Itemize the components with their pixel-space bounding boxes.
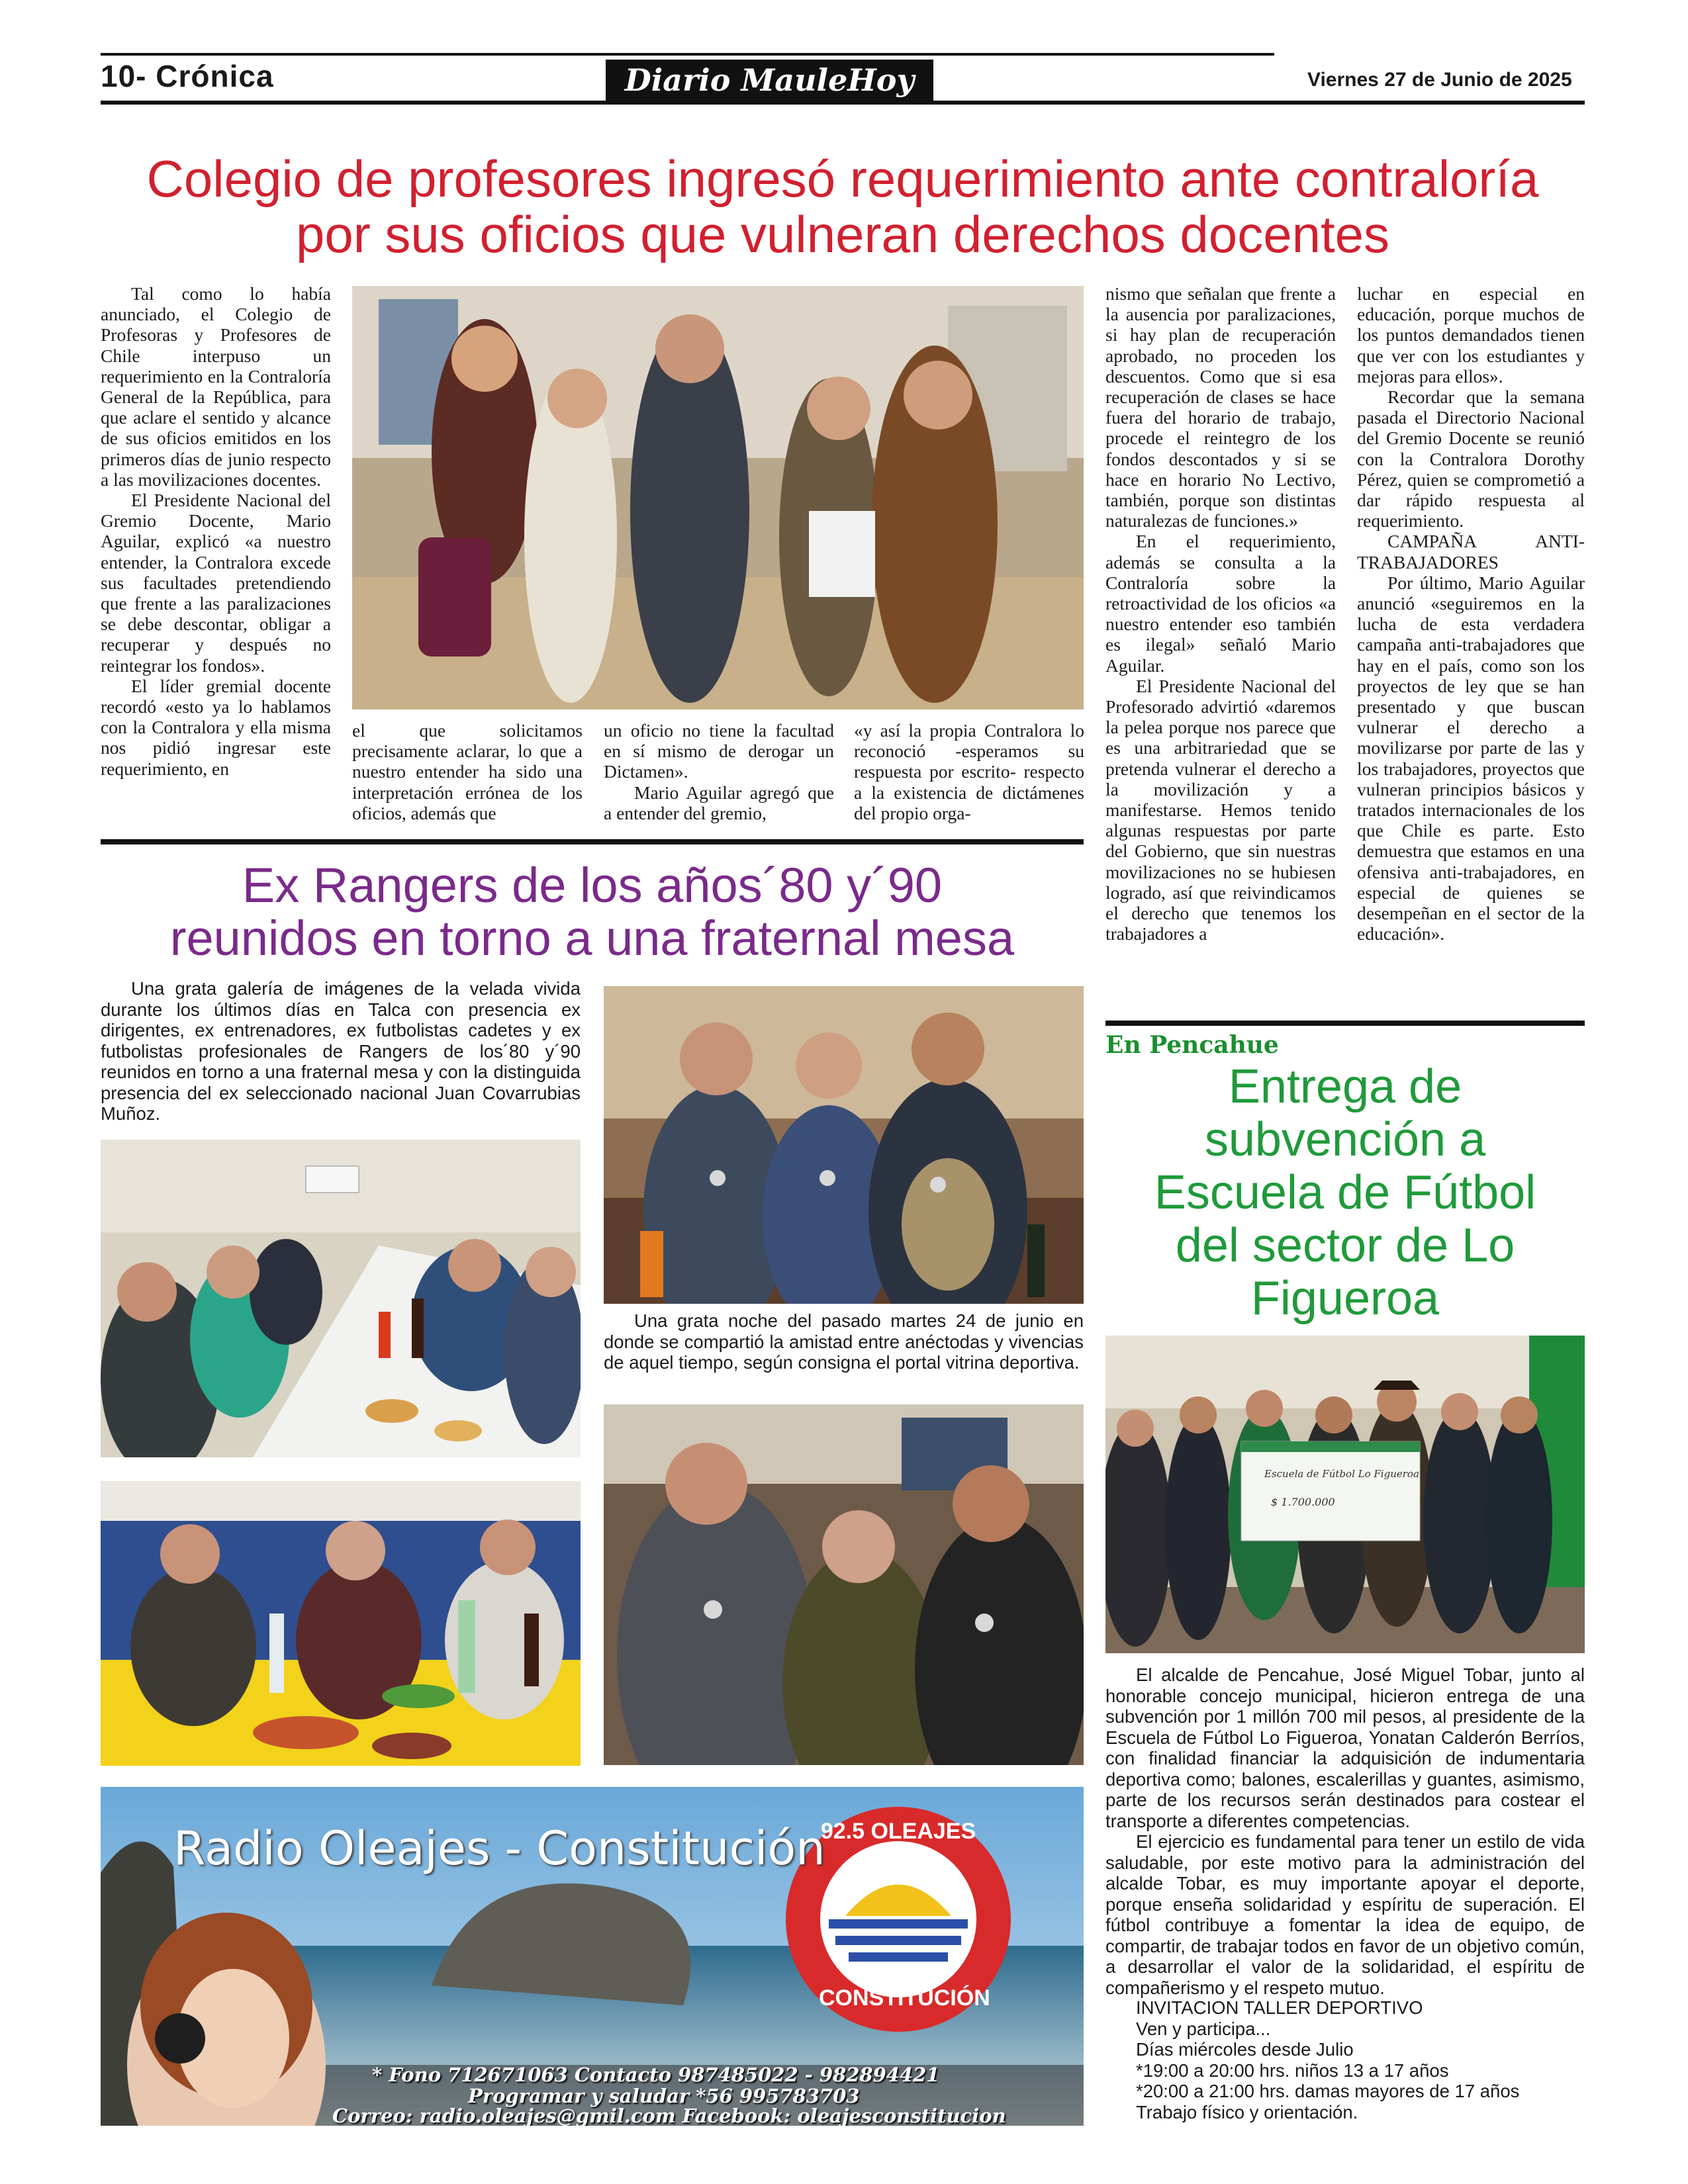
section-label: 10- Crónica	[101, 59, 274, 93]
yellow-table-photo	[101, 1481, 581, 1766]
rangers-medals-photo	[604, 986, 1084, 1304]
paragraph: El alcalde de Pencahue, José Miguel Tobar, junto al honorable concejo municipal, hicieron entrega de una subvención por 1 millón 700 mil pesos, al presidente de la Escuela de Fútbol Lo Figueroa, Yonatan Calderón Berríos, con finalidad financiar la adquisición de indumentaria deportiva como; balones, escalerillas y guantes, asimismo, parte de los recursos serán destinados para costear el transporte a diferentes competencias.	[1105, 1664, 1585, 1831]
article3-headline-line: Figueroa	[1250, 1272, 1440, 1325]
check-amount: $ 1.700.000	[1271, 1496, 1335, 1508]
notice-line: Trabajo físico y orientación.	[1136, 2101, 1358, 2122]
notice-line: INVITACION TALLER DEPORTIVO	[1136, 1997, 1423, 2018]
article1-headline-line2: por sus oficios que vulneran derechos docentes	[295, 205, 1389, 264]
article1-divider	[101, 839, 1084, 844]
paragraph: un oficio no tiene la facultad en sí mismo de derogar un Dictamen».	[604, 720, 834, 782]
article1-col5	[1105, 283, 1336, 944]
paragraph: Mario Aguilar agregó que a entender del gremio,	[604, 782, 834, 823]
paragraph: «y así la propia Contralora lo reconoció -esperamos su respuesta por escrito- respecto a la existencia de dictámenes del propio orga-	[854, 720, 1084, 823]
paragraph: Recordar que la semana pasada el Directorio Nacional del Gremio Docente se reunió con la Contralora Dorothy Pérez, quien se comprometió a dar rápido respuesta al requerimiento.	[1357, 387, 1585, 531]
article3-headline-line: Entrega de	[1228, 1060, 1462, 1113]
paragraph: El Presidente Nacional del Profesorado advirtió «daremos la pelea porque nos parece que es una arbitrariedad que se pretenda vulnerar el derecho a la movilización y a manifestarse. Hemos tenido algunas respuestas por parte del Gobierno, que sin nuestras movilizaciones no se hubiesen logrado, así que reivindicamos el derecho que tenemos los trabajadores a	[1105, 675, 1336, 944]
paragraph: nismo que señalan que frente a la ausencia por paralizaciones, si hay plan de recuperación aprobado, no proceden los descuentos. Como que si esa recuperación de clases se hace fuera del horario de trabajo, procede el reintegro de los fondos descontados y si se hace en horario No Lectivo, también, porque son distintas naturalezas de funciones.»	[1105, 283, 1336, 531]
article1-col1	[101, 283, 331, 779]
paragraph: luchar en especial en educación, porque muchos de los puntos demandados tienen que ver con los estudiantes y mejoras para ellos».	[1357, 283, 1585, 387]
article3-headline-line: del sector de Lo	[1175, 1219, 1515, 1272]
article1-col4	[854, 720, 1084, 823]
paragraph: el que solicitamos precisamente aclarar, lo que a nuestro entender ha sido una interpretación errónea de los oficios, además que	[352, 720, 583, 823]
advert-phone-line: * Fono 712671063 Contacto 987485022 - 982894421	[372, 2064, 940, 2086]
article1-col6	[1357, 283, 1585, 944]
article2-headline-line2: reunidos en torno a una fraternal mesa	[169, 910, 1015, 966]
masthead-bottom-rule	[101, 101, 1585, 105]
paragraph: Una grata galería de imágenes de la velada vivida durante los últimos días en Talca con presencia ex dirigentes, ex entrenadores, ex futbolistas cadetes y ex futbolistas profesionales de Rangers de los´80 y´90 reunidos en torno a una fraternal mesa y con la distinguida presencia del ex seleccionado nacional Juan Covarrubias Muñoz.	[101, 978, 581, 1124]
advert-logo-bottom: CONSTITUCIÓN	[819, 1985, 990, 2011]
article3-headline-line: Escuela de Fútbol	[1154, 1166, 1536, 1219]
notice-line: *20:00 a 21:00 hrs. damas mayores de 17 años	[1136, 2081, 1520, 2101]
article2-caption	[604, 1310, 1084, 1373]
notice-line: *19:00 a 20:00 hrs. niños 13 a 17 años	[1136, 2060, 1449, 2081]
paragraph: Por último, Mario Aguilar anunció «seguiremos en la lucha de esta verdadera campaña anti-trabajadores que hay en el país, como son los proyectos de ley que se han presentado y que buscan vulnerar el derecho a movilizarse por parte de las y los trabajadores, proyectos que vulneran principios básicos y tratados internacionales de los que Chile es parte. Esto demuestra que estamos en una ofensiva anti-trabajadores, en especial de quienes se desempeñan en el sector de la educación».	[1357, 572, 1585, 944]
paragraph: El líder gremial docente recordó «esto ya lo hablamos con la Contralora y ella misma nos pidió ingresar este requerimiento, en	[101, 675, 331, 779]
teachers-group-photo	[352, 286, 1084, 709]
article1-headline	[101, 151, 1585, 262]
paragraph: El Presidente Nacional del Gremio Docente, Mario Aguilar, explicó «a nuestro entender, la Contralora excede sus facultades pretendiendo que frente a las paralizaciones se debe descontar, obligar a recuperar y después no reintegrar los fondos».	[101, 490, 331, 676]
article3-headline	[1105, 1060, 1585, 1325]
dinner-table-photo	[101, 1140, 581, 1457]
masthead-top-rule	[101, 53, 1274, 56]
article3-headline-line: subvención a	[1204, 1113, 1486, 1166]
advert-logo-top: 92.5 OLEAJES F.M.	[820, 1819, 976, 1870]
article3-body	[1105, 1664, 1585, 1998]
article3-kicker: En Pencahue	[1105, 1031, 1279, 1059]
article2-headline-line1: Ex Rangers de los años´80 y´90	[242, 858, 943, 913]
issue-date: Viernes 27 de Junio de 2025	[1307, 69, 1572, 91]
article3-top-rule	[1105, 1021, 1585, 1026]
notice-line: Ven y participa...	[1136, 2018, 1271, 2039]
article1-col2	[352, 720, 583, 823]
paragraph: Tal como lo había anunciado, el Colegio de Profesoras y Profesores de Chile interpuso un requerimiento en la Contraloría General de la República, para que aclare el sentido y alcance de sus oficios emitidos en los primeros días de junio respecto a las movilizaciones docentes.	[101, 283, 331, 490]
advert-contact-line: Correo: radio.oleajes@gmil.com Facebook: oleajesconstitucion	[332, 2105, 1006, 2126]
article1-col3	[604, 720, 834, 823]
subsidy-check-photo	[1105, 1336, 1585, 1653]
section-subheading: CAMPAÑA ANTI-TRABAJADORES	[1357, 531, 1585, 572]
paragraph: El ejercicio es fundamental para tener un estilo de vida saludable, por este motivo para la administración del alcalde Tobar, es muy importante apoyar el deporte, porque enseña solidaridad y espíritu de superación. El fútbol contribuye a fomentar la idea de equipo, de compartir, de trabajar todos en favor de un objetivo común, a desarrollar el valor de la solidaridad, el espíritu de compañerismo y el respeto mutuo.	[1105, 1831, 1585, 1998]
newspaper-logo: Diario MauleHoy	[606, 60, 933, 101]
article2-intro	[101, 978, 581, 1124]
check-payee: Escuela de Fútbol Lo Figueroa	[1264, 1468, 1419, 1480]
paragraph: Una grata noche del pasado martes 24 de junio en donde se compartió la amistad entre anéctodas y vivencias de aquel tiempo, según consigna el portal vitrina deportiva.	[604, 1310, 1084, 1373]
advert-title: Radio Oleajes - Constitución	[173, 1821, 825, 1876]
radio-oleajes-advert[interactable]	[101, 1787, 1084, 2126]
workshop-notice	[1136, 1997, 1585, 2122]
advert-request-line: Programar y saludar *56 995783703	[468, 2085, 860, 2107]
paragraph: En el requerimiento, además se consulta a la Contraloría sobre la retroactividad de los oficios «a nuestro entender eso también es ilegal» señaló Mario Aguilar.	[1105, 531, 1336, 676]
notice-line: Días miércoles desde Julio	[1136, 2039, 1354, 2060]
men-conversation-photo	[604, 1404, 1084, 1765]
article2-headline	[101, 859, 1084, 965]
article1-headline-line1: Colegio de profesores ingresó requerimiento ante contraloría	[146, 150, 1539, 208]
